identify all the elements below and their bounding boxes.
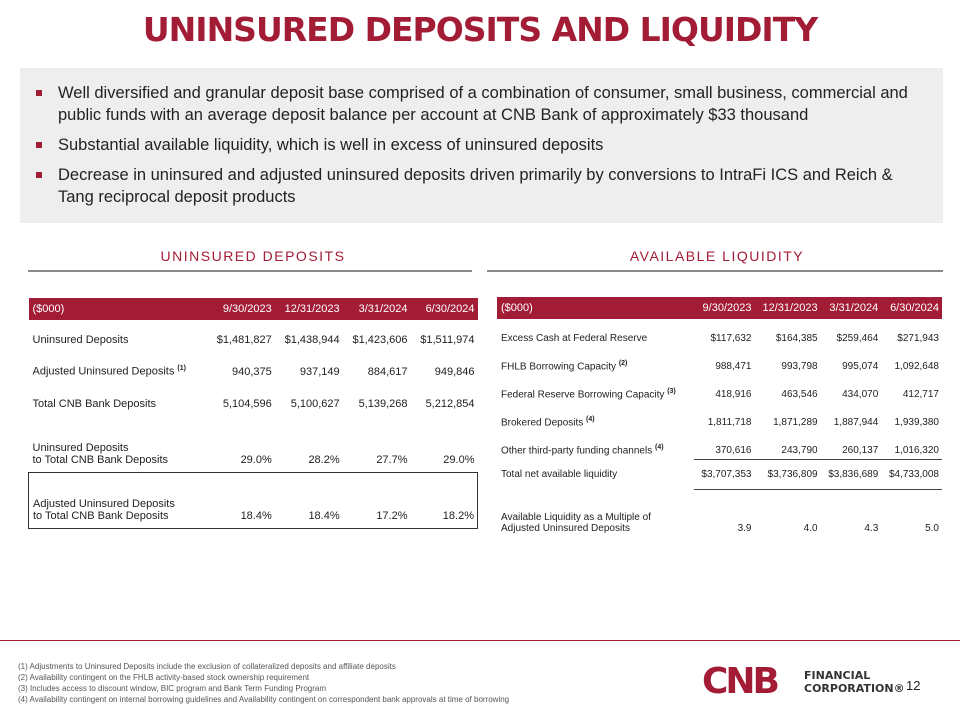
footnote-ref: (1) [177,365,186,373]
total-row [497,459,942,489]
uninsured-section-rule [28,270,472,272]
row-label: Brokered Deposits $^{(4)}$ [501,415,595,428]
bullet-text: Decrease in uninsured and adjusted uninsured deposits driven primarily by conversions to IntraFi ICS and Reich & Tang reciprocal deposit products [58,166,893,206]
cell-value: 370,616 [715,444,752,456]
uninsured-deposits-table [28,298,478,529]
page-number: 12 [906,678,921,693]
cell-value: 434,070 [842,389,879,400]
cell-value: 412,717 [902,389,939,400]
summary-bullets [20,68,943,223]
logo-line: CORPORATION® [804,682,905,695]
row-label: Excess Cash at Federal Reserve [501,333,648,344]
cell-value: 29.0% [207,416,275,472]
row-label: Other third-party funding channels $^{(4)}$ [501,443,664,456]
cell-value: 1,887,944 [833,417,879,428]
bullet-item [36,134,927,156]
square-bullet-icon [36,172,42,178]
cell-value: 17.2% [343,472,411,528]
cell-value: $4,733,008 [881,459,942,489]
footnote: (3) Includes access to discount window, BIC program and Bank Term Funding Program [18,684,326,693]
cell-value: $259,464 [836,333,879,344]
cell-value: 18.4% [275,472,343,528]
cell-value: 18.4% [207,472,275,528]
logo-text [804,669,905,695]
cell-value: 243,790 [781,444,818,456]
cell-value: 949,846 [434,366,475,378]
footnote: (4) Availability contingent on internal borrowing guidelines and Availability contingent on correspondent bank approvals at time of borrowing [18,695,510,704]
row-label: Uninsured Deposits [32,334,129,346]
cell-value: 1,811,718 [707,417,752,428]
uninsured-section-title: UNINSURED DEPOSITS [160,248,346,264]
row-label: Adjusted Uninsured Deposits to Total CNB Bank Deposits [29,472,207,528]
cell-value: 18.2% [411,472,478,528]
table-row [29,416,478,472]
cell-value: 995,074 [842,361,879,372]
column-header: 12/31/2023 [754,297,820,319]
cell-value: $1,423,606 [352,334,408,346]
table-row [29,352,478,384]
column-header: 3/31/2024 [343,298,411,320]
footer-divider [0,640,960,641]
table-row [29,384,478,416]
cell-value: 1,016,320 [894,444,939,456]
cell-value: 3.9 [737,523,752,534]
cell-value: 463,546 [781,389,818,400]
footnote-ref: (2) [618,359,628,367]
bullet-item [36,164,927,208]
column-header: 3/31/2024 [821,297,882,319]
column-header: 6/30/2024 [411,298,478,320]
column-header: 6/30/2024 [881,297,942,319]
table-row [29,320,478,352]
footnote: (2) Availability contingent on the FHLB activity-based stock ownership requirement [18,673,310,682]
column-header: ($000) [29,298,207,320]
logo-mark: CNB [702,661,777,702]
cell-value: 29.0% [411,416,478,472]
column-header: 9/30/2023 [694,297,755,319]
cell-value: $3,836,689 [821,459,882,489]
cell-value: 5.0 [925,523,939,534]
cell-value: 1,871,289 [773,417,818,428]
cell-value: $1,511,974 [420,334,475,346]
row-label: Adjusted Uninsured Deposits $^{(1)}$ [32,365,186,378]
cell-value: 5,139,268 [358,398,408,410]
cell-value: $3,707,353 [694,459,755,489]
cell-value: $117,632 [710,333,752,344]
footnote-ref: (3) [667,387,676,395]
cell-value: 28.2% [275,416,343,472]
available-liquidity-table [497,297,942,537]
cell-value: 940,375 [232,366,272,378]
cell-value: 5,100,627 [290,398,340,410]
liquidity-section-title: AVAILABLE LIQUIDITY [629,248,805,264]
bullet-text: Substantial available liquidity, which is well in excess of uninsured deposits [58,136,604,154]
bullet-text: Well diversified and granular deposit base comprised of a combination of consumer, small business, commercial and public funds with an average deposit balance per account at CNB Bank of approximately $33 thousand [58,84,908,124]
cell-value: 1,092,648 [894,361,939,372]
footnote: (1) Adjustments to Uninsured Deposits include the exclusion of collateralized deposits and affiliate deposits [18,662,396,671]
column-header: 12/31/2023 [275,298,343,320]
square-bullet-icon [36,142,42,148]
cnb-logo [702,661,905,702]
row-label: Total CNB Bank Deposits [32,398,156,410]
cell-value: 4.0 [803,523,818,534]
row-label: Total net available liquidity [501,468,618,480]
cell-value: 4.3 [864,523,879,534]
table-row [497,375,942,403]
footnote-ref: (4) [586,415,595,423]
cell-value: 27.7% [343,416,411,472]
cell-value: 1,939,380 [894,417,939,428]
table-row [497,347,942,375]
cell-value: 884,617 [367,366,408,378]
cell-value: $1,438,944 [284,334,340,346]
cell-value: $1,481,827 [216,334,272,346]
table-row [497,403,942,431]
cell-value: $164,385 [775,333,818,344]
table-row [497,431,942,459]
table-header-row [497,297,942,319]
row-label: Federal Reserve Borrowing Capacity $^{(3)}$ [501,387,676,400]
row-label: FHLB Borrowing Capacity $^{(2)}$ [501,359,628,372]
table-row [497,319,942,347]
footnote-ref: (4) [654,443,664,451]
liquidity-section-rule [487,270,943,272]
row-label: Uninsured Deposits to Total CNB Bank Deposits [29,416,207,472]
cell-value: $3,736,809 [754,459,820,489]
bullet-item [36,82,927,126]
column-header: 9/30/2023 [207,298,275,320]
square-bullet-icon [36,90,42,96]
cell-value: 5,104,596 [222,398,272,410]
column-header: ($000) [497,297,694,319]
footnotes [18,661,638,705]
cell-value: 993,798 [781,361,818,372]
logo-line: FINANCIAL [804,669,871,682]
cell-value: 5,212,854 [425,398,475,410]
cell-value: 260,137 [842,444,879,456]
cell-value: $271,943 [897,333,939,344]
cell-value: 988,471 [715,361,752,372]
page-title: UNINSURED DEPOSITS AND LIQUIDITY [142,10,818,49]
row-label: Available Liquidity as a Multiple of Adjusted Uninsured Deposits [501,512,651,534]
cell-value: 937,149 [299,366,340,378]
cell-value: 418,916 [715,389,752,400]
table-header-row [29,298,478,320]
table-row [497,489,942,537]
table-row [29,472,478,528]
